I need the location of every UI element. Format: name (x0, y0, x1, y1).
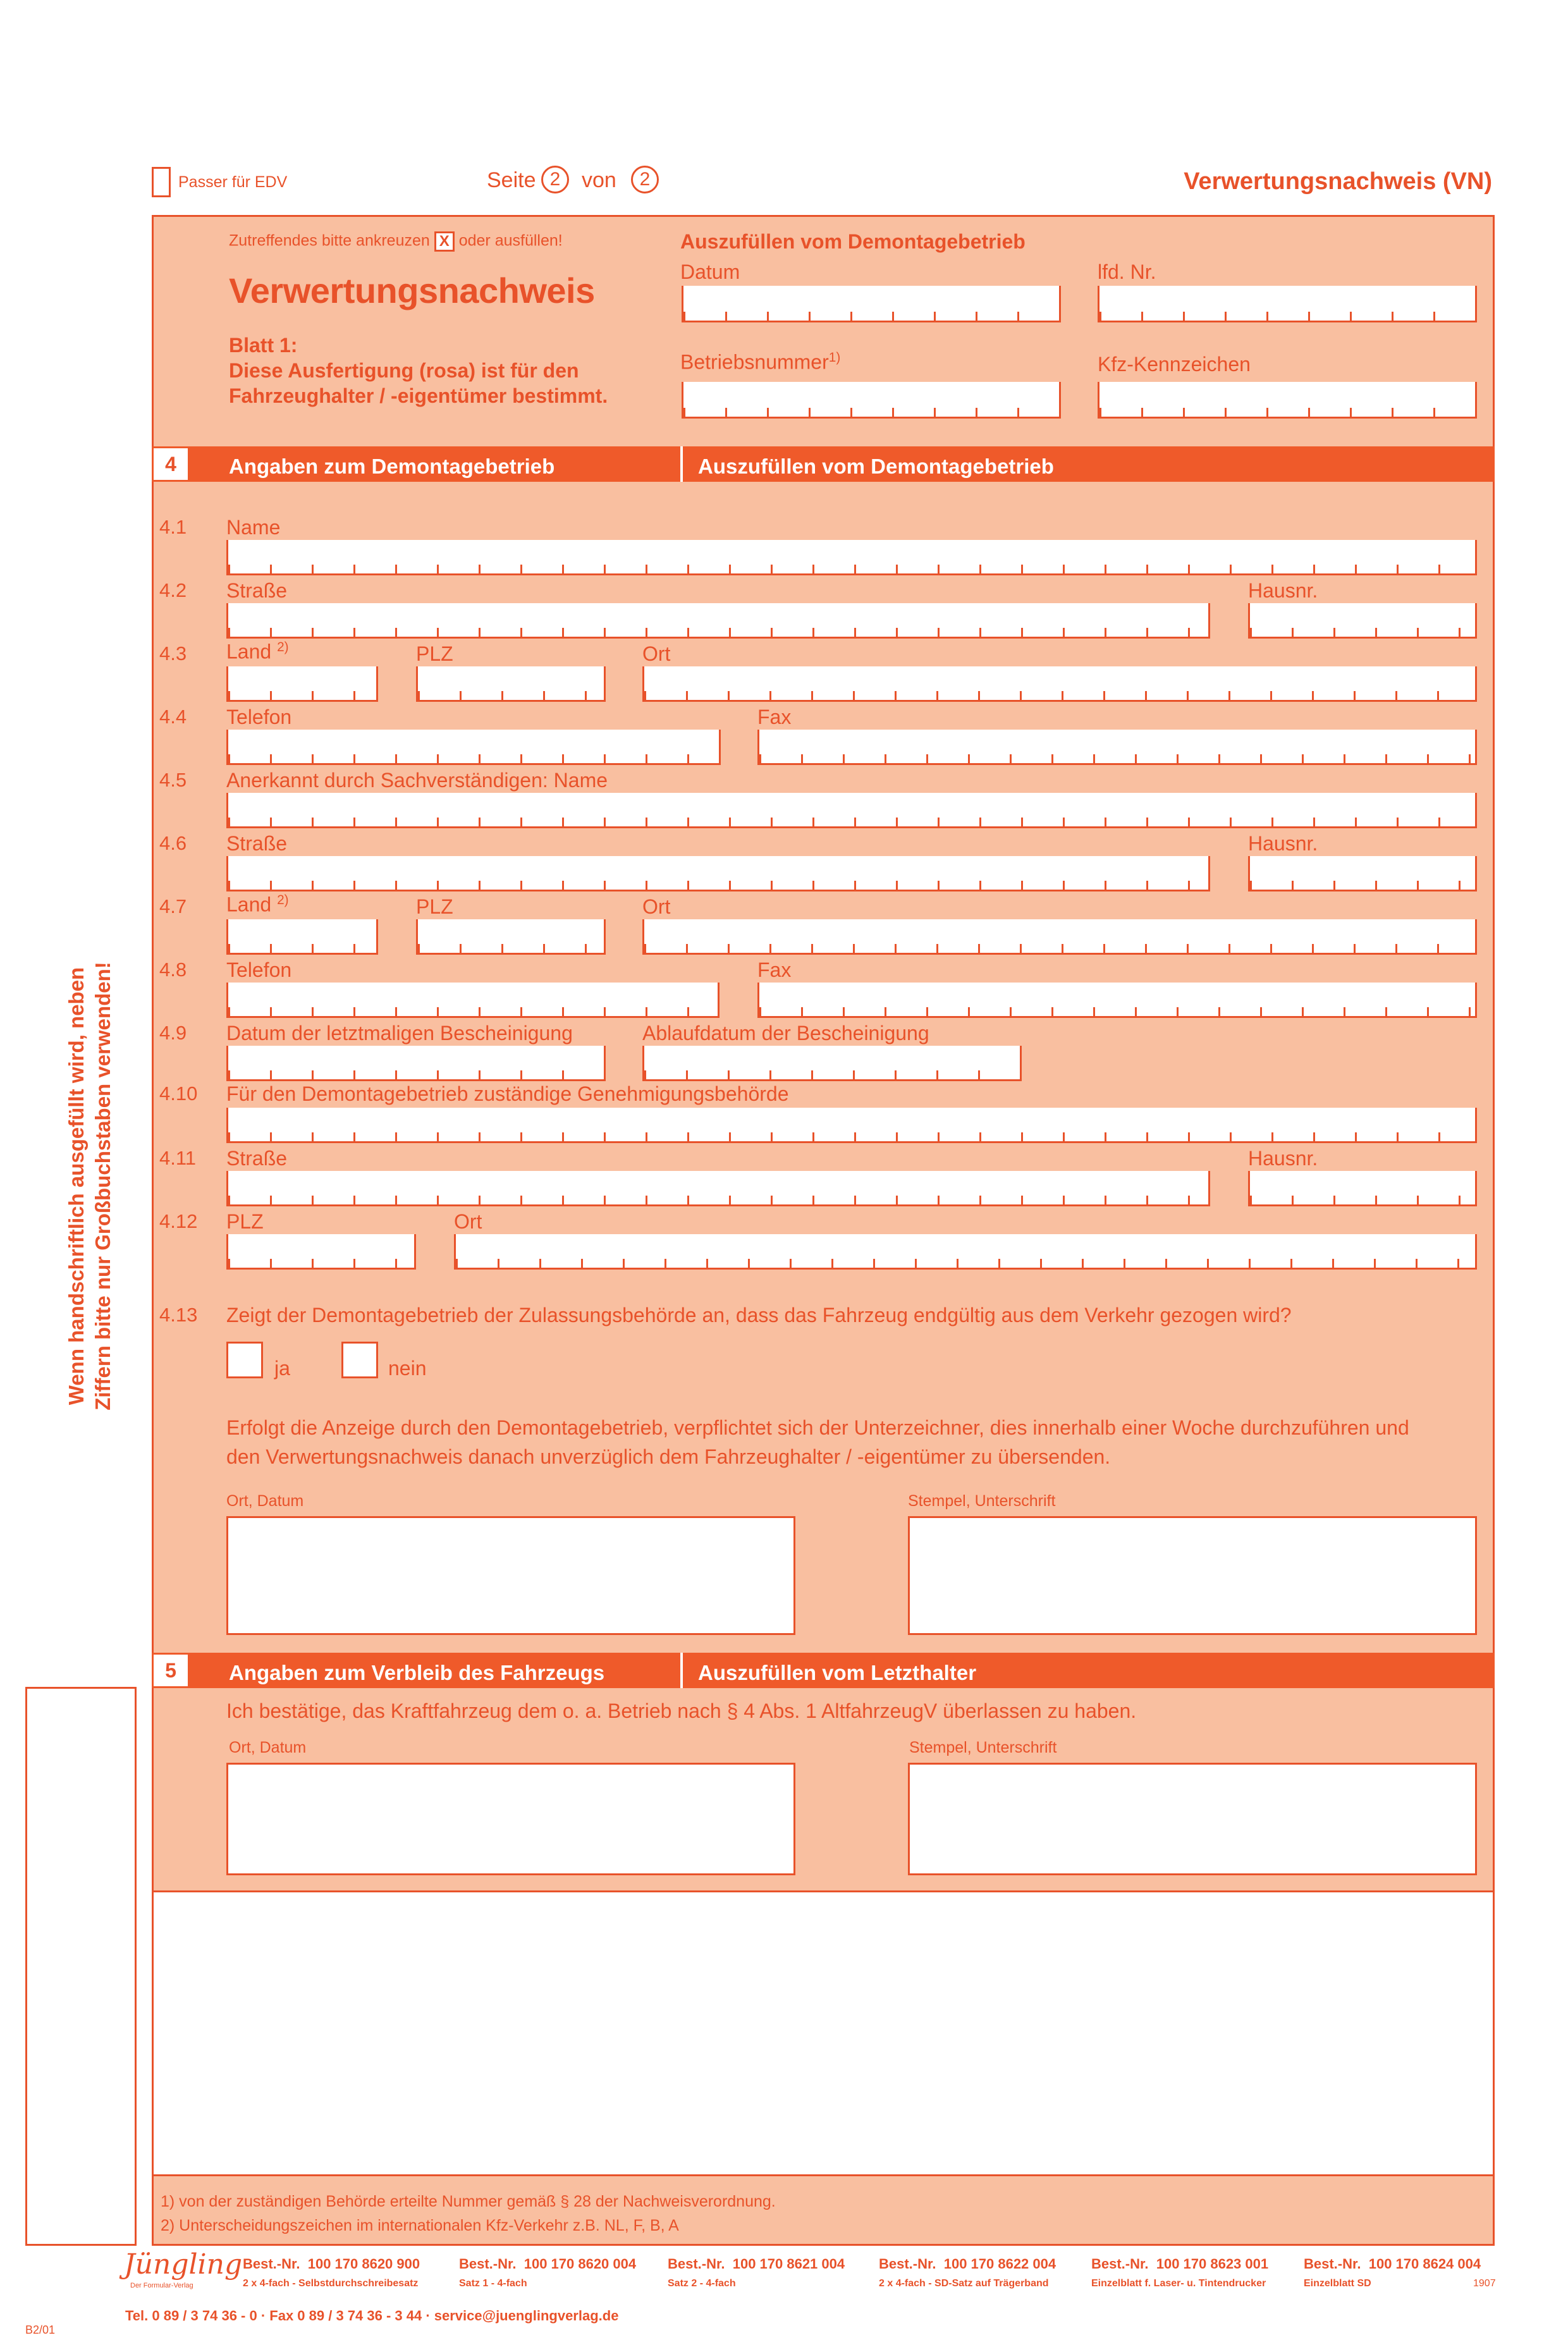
ja-label: ja (274, 1357, 290, 1380)
hausnr-label: Hausnr. (1248, 579, 1318, 602)
von-number: 2 (631, 166, 659, 193)
plz-3-label: PLZ (226, 1210, 264, 1233)
brand-logo: Jüngling (124, 2248, 243, 2281)
margin-box (25, 1687, 137, 2246)
seite-label: Seite (487, 168, 536, 192)
land-field[interactable] (226, 666, 378, 702)
hausnr-2-label: Hausnr. (1248, 832, 1318, 855)
sachverstaendiger-label: Anerkannt durch Sachverständigen: Name (226, 769, 608, 792)
section-4-title: Angaben zum Demontagebetrieb (229, 455, 555, 478)
footnote-1: 1) von der zuständigen Behörde erteilte Nummer gemäß § 28 der Nachweisverordnung. (161, 2193, 776, 2210)
lfd-nr-label: lfd. Nr. (1098, 260, 1156, 283)
row-num-4-13: 4.13 (159, 1304, 198, 1326)
hausnr-3-label: Hausnr. (1248, 1147, 1318, 1170)
strasse-3-label: Straße (226, 1147, 288, 1170)
order-1-desc: 2 x 4-fach - Selbstdurchschreibesatz (243, 2278, 419, 2289)
section-4-separator (680, 446, 683, 482)
order-2-label: Best.-Nr. 100 170 8620 004 (459, 2256, 637, 2272)
telefon-2-label: Telefon (226, 959, 292, 981)
ort-3-field[interactable] (454, 1234, 1477, 1270)
row-num-4-3: 4.3 (159, 642, 187, 665)
hausnr-2-field[interactable] (1248, 856, 1477, 891)
instruction-mark-box: X (434, 231, 455, 252)
section-5-title: Angaben zum Verbleib des Fahrzeugs (229, 1661, 605, 1684)
ort-2-field[interactable] (642, 919, 1477, 955)
form-title: Verwertungsnachweis (229, 271, 595, 310)
row-num-4-8: 4.8 (159, 959, 187, 981)
section-4-bar (152, 446, 1495, 482)
side-note-line-2: Ziffern bitte nur Großbuchstaben verwenden! (91, 962, 114, 1411)
land-2-field[interactable] (226, 919, 378, 955)
plz-2-field[interactable] (416, 919, 606, 955)
section-4-fill-by: Auszufüllen vom Demontagebetrieb (698, 455, 1054, 478)
nein-checkbox[interactable] (341, 1342, 378, 1378)
passer-box (152, 167, 171, 197)
top-fill-by: Auszufüllen vom Demontagebetrieb (680, 230, 1026, 253)
ja-checkbox[interactable] (226, 1342, 263, 1378)
ort-datum-box[interactable] (226, 1516, 795, 1635)
notice-line-1: Erfolgt die Anzeige durch den Demontagebetrieb, verpflichtet sich der Unterzeichner, dies innerhalb einer Woche durchzuführen und (226, 1416, 1409, 1439)
ort-2-label: Ort (642, 895, 671, 918)
ablaufdatum-field[interactable] (642, 1046, 1022, 1081)
land-label: Land $^{2)}$ (226, 640, 289, 663)
order-6-desc: Einzelblatt SD (1304, 2278, 1371, 2289)
land-2-label: Land $^{2)}$ (226, 893, 289, 916)
hausnr-field[interactable] (1248, 603, 1477, 639)
kfz-field[interactable] (1098, 382, 1477, 419)
ablaufdatum-label: Ablaufdatum der Bescheinigung (642, 1022, 929, 1044)
order-4-label: Best.-Nr. 100 170 8622 004 (879, 2256, 1057, 2272)
row-num-4-6: 4.6 (159, 832, 187, 854)
row-num-4-10: 4.10 (159, 1082, 198, 1105)
order-3-label: Best.-Nr. 100 170 8621 004 (668, 2256, 845, 2272)
order-2-desc: Satz 1 - 4-fach (459, 2278, 527, 2289)
telefon-field[interactable] (226, 730, 721, 765)
strasse-2-label: Straße (226, 832, 288, 855)
sachverstaendiger-field[interactable] (226, 793, 1477, 828)
plz-3-field[interactable] (226, 1234, 416, 1270)
fax-field[interactable] (757, 730, 1477, 765)
order-4-desc: 2 x 4-fach - SD-Satz auf Trägerband (879, 2278, 1049, 2289)
betriebsnummer-field[interactable] (682, 382, 1061, 419)
ort-label: Ort (642, 642, 671, 665)
fax-label: Fax (757, 706, 792, 728)
seite-number: 2 (541, 166, 569, 193)
form-code: B2/01 (25, 2324, 56, 2336)
von-label: von (582, 168, 616, 192)
zulassung-question: Zeigt der Demontagebetrieb der Zulassungsbehörde an, dass das Fahrzeug endgültig aus dem Verkehr gezogen wird? (226, 1304, 1292, 1326)
section-5-separator (680, 1653, 683, 1688)
order-3-desc: Satz 2 - 4-fach (668, 2278, 736, 2289)
ort-datum-2-box[interactable] (226, 1763, 795, 1875)
datum-field[interactable] (682, 286, 1061, 322)
hausnr-3-field[interactable] (1248, 1171, 1477, 1206)
name-label: Name (226, 516, 281, 539)
plz-label: PLZ (416, 642, 453, 665)
side-note-line-1: Wenn handschriftlich ausgefüllt wird, neben (64, 967, 88, 1406)
side-note (63, 933, 126, 1439)
contact-line: Tel. 0 89 / 3 74 36 - 0 · Fax 0 89 / 3 74 36 - 3 44 · service@juenglingverlag.de (125, 2308, 619, 2324)
stempel-2-box[interactable] (908, 1763, 1477, 1875)
stempel-2-label: Stempel, Unterschrift (909, 1739, 1057, 1756)
passer-label: Passer für EDV (178, 173, 288, 191)
edition-number: 1907 (1473, 2278, 1496, 2289)
row-num-4-12: 4.12 (159, 1210, 198, 1232)
order-6-label: Best.-Nr. 100 170 8624 004 (1304, 2256, 1481, 2272)
strasse-label: Straße (226, 579, 288, 602)
strasse-2-field[interactable] (226, 856, 1210, 891)
ort-3-label: Ort (454, 1210, 482, 1233)
telefon-2-field[interactable] (226, 983, 720, 1018)
plz-field[interactable] (416, 666, 606, 702)
row-num-4-1: 4.1 (159, 516, 187, 538)
letzte-bescheinigung-field[interactable] (226, 1046, 606, 1081)
row-num-4-2: 4.2 (159, 579, 187, 601)
notice-line-2: den Verwertungsnachweis danach unverzüglich dem Fahrzeughalter / -eigentümer zu übersenden. (226, 1445, 1111, 1468)
order-5-desc: Einzelblatt f. Laser- u. Tintendrucker (1091, 2278, 1266, 2289)
blatt-line-2: Diese Ausfertigung (rosa) ist für den (229, 359, 579, 382)
betriebsnummer-label: Betriebsnummer$^{1)}$ (680, 350, 841, 374)
lfd-nr-field[interactable] (1098, 286, 1477, 322)
row-num-4-5: 4.5 (159, 769, 187, 791)
ort-datum-label: Ort, Datum (226, 1492, 304, 1510)
row-num-4-9: 4.9 (159, 1022, 187, 1044)
telefon-label: Telefon (226, 706, 292, 728)
blank-area (154, 1890, 1493, 2176)
stempel-box[interactable] (908, 1516, 1477, 1635)
blatt-line-3: Fahrzeughalter / -eigentümer bestimmt. (229, 384, 608, 407)
order-1-label: Best.-Nr. 100 170 8620 900 (243, 2256, 420, 2272)
strasse-3-field[interactable] (226, 1171, 1210, 1206)
genehmigungsbehoerde-field[interactable] (226, 1108, 1477, 1143)
instruction-text: Zutreffendes bitte ankreuzen X oder ausfüllen! (229, 231, 563, 252)
section-4-number: 4 (152, 446, 190, 482)
document-title: Verwertungsnachweis (VN) (1184, 168, 1492, 195)
genehmigungsbehoerde-label: Für den Demontagebetrieb zuständige Genehmigungsbehörde (226, 1082, 789, 1105)
ort-datum-2-label: Ort, Datum (229, 1739, 307, 1756)
order-5-label: Best.-Nr. 100 170 8623 001 (1091, 2256, 1269, 2272)
section-5-fill-by: Auszufüllen vom Letzthalter (698, 1661, 977, 1684)
letzte-bescheinigung-label: Datum der letztmaligen Bescheinigung (226, 1022, 573, 1044)
ort-field[interactable] (642, 666, 1477, 702)
footnote-2: 2) Unterscheidungszeichen im internationalen Kfz-Verkehr z.B. NL, F, B, A (161, 2217, 679, 2234)
nein-label: nein (388, 1357, 427, 1380)
fax-2-field[interactable] (757, 983, 1477, 1018)
fax-2-label: Fax (757, 959, 792, 981)
blatt-label: Blatt 1: (229, 334, 298, 357)
brand-tagline: Der Formular-Verlag (130, 2282, 193, 2289)
name-field[interactable] (226, 540, 1477, 575)
section-5-bar (152, 1653, 1495, 1688)
confirm-text: Ich bestätige, das Kraftfahrzeug dem o. a. Betrieb nach § 4 Abs. 1 AltfahrzeugV überlassen zu haben. (226, 1700, 1137, 1722)
row-num-4-11: 4.11 (159, 1147, 197, 1169)
strasse-field[interactable] (226, 603, 1210, 639)
row-num-4-4: 4.4 (159, 706, 187, 728)
datum-label: Datum (680, 260, 740, 283)
kfz-label: Kfz-Kennzeichen (1098, 353, 1251, 376)
stempel-label: Stempel, Unterschrift (908, 1492, 1056, 1510)
section-5-number: 5 (152, 1653, 190, 1688)
row-num-4-7: 4.7 (159, 895, 187, 917)
plz-2-label: PLZ (416, 895, 453, 918)
